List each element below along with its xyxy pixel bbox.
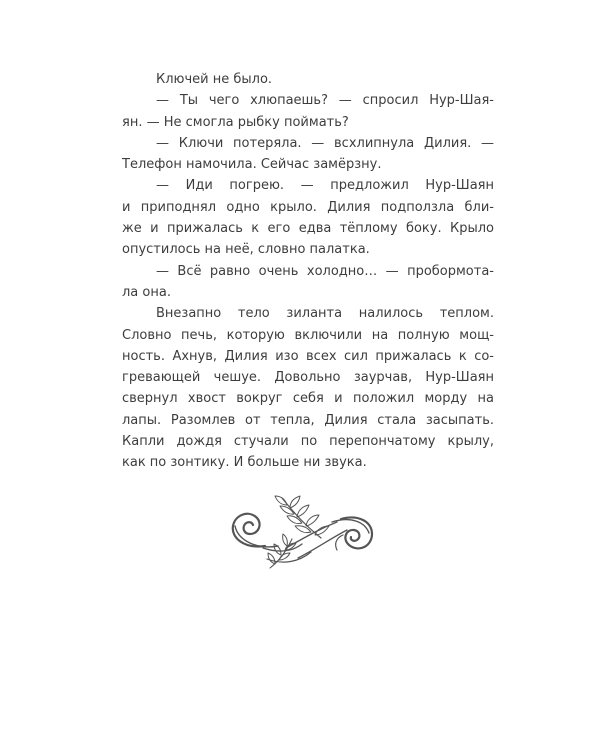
text-line: гревающей чешуе. Довольно заурчав, Нур-Шаян [122,370,494,386]
text-line: лапы. Разомлев от тепла, Дилия стала засыпать. [122,412,494,428]
text-line: опустилось на неё, словно палатка. [122,242,370,258]
text-line: Внезапно тело зиланта налилось теплом. [156,306,494,322]
text-line: Капли дождя стучали по перепончатому крылу, [122,434,494,450]
text-line: Словно печь, которую включили на полную мощ- [122,327,494,343]
text-line: Телефон намочила. Сейчас замёрзну. [122,157,382,173]
text-line: — Всё равно очень холодно… — пробормота- [156,263,494,279]
text-line: ность. Ахнув, Дилия изо всех сил прижалась к со- [122,348,494,364]
text-line: как по зонтику. И больше ни звука. [122,455,367,471]
text-line: ян. — Не смогла рыбку поймать? [122,114,349,130]
leaf-swirl-ornament-icon [225,486,379,580]
text-line: же и прижалась к его едва тёплому боку. Крыло [122,221,494,237]
text-line: — Ты чего хлюпаешь? — спросил Нур-Шая- [156,93,494,109]
text-line: ла она. [122,284,171,300]
text-line: — Ключи потеряла. — всхлипнула Дилия. — [156,135,494,151]
text-line: — Иди погрею. — предложил Нур-Шаян [156,178,494,194]
text-line: Ключей не было. [156,72,273,87]
text-line: свернул хвост вокруг себя и положил морду на [122,391,494,407]
text-line: и приподнял одно крыло. Дилия подползла бли- [122,199,494,215]
story-text [122,69,494,474]
